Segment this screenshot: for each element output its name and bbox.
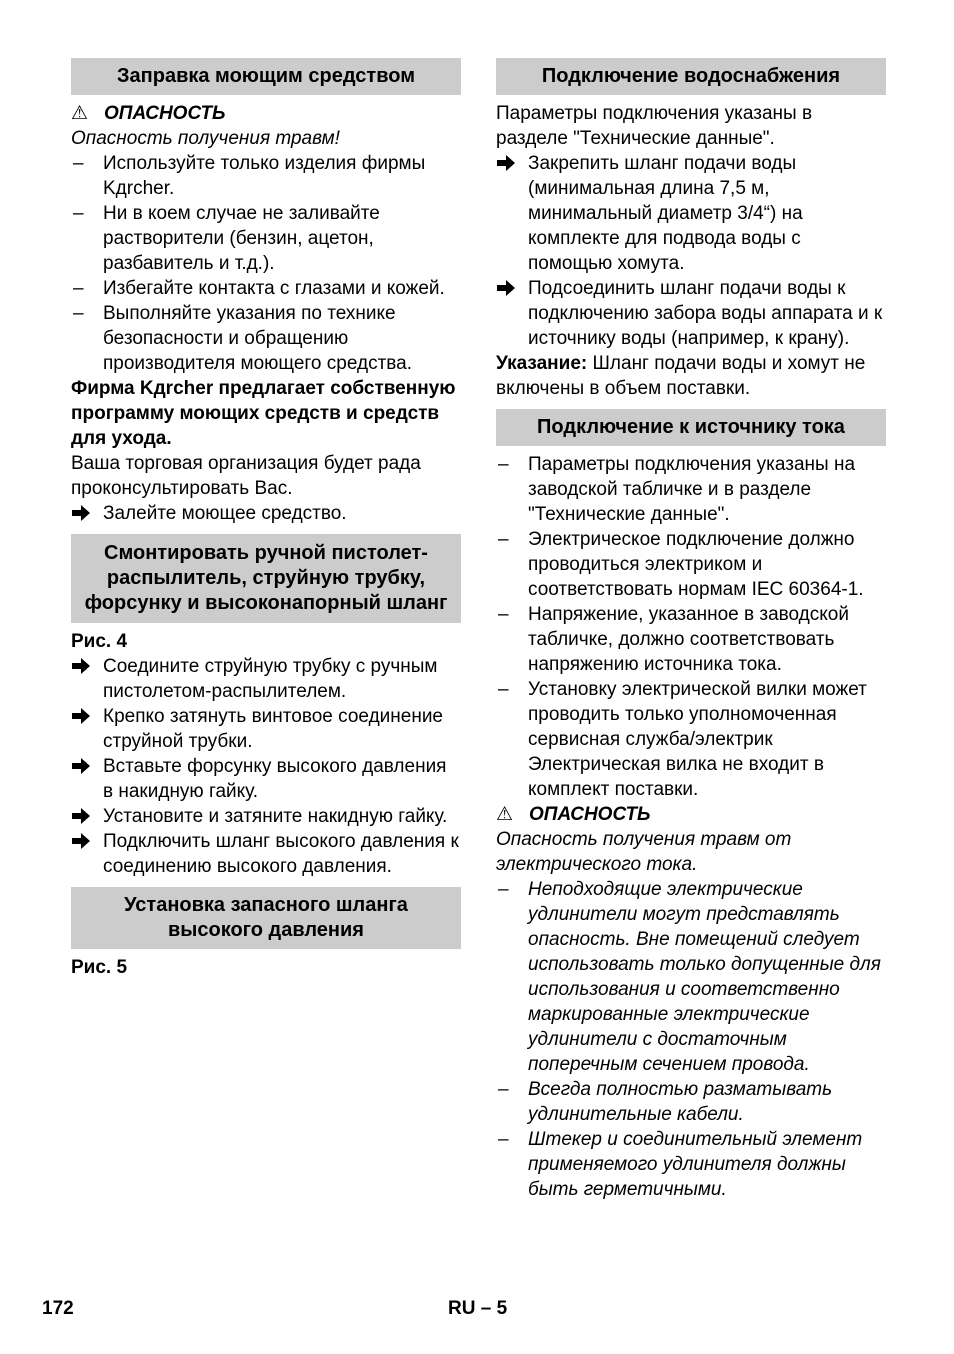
right-column — [496, 58, 886, 1202]
step-item: Крепко затянуть винтовое соединение струйной трубки. — [71, 704, 461, 754]
list-item: – Выполняйте указания по технике безопасности и обращению производителя моющего средства. — [73, 303, 413, 374]
warning-triangle-icon: ⚠ — [71, 103, 89, 124]
list-item: – Неподходящие электрические удлинители могут представлять опасность. Вне помещений следует использовать только допущенные для использования и соответственно маркированные электрические удлинители с достаточным поперечным сечением провода. — [498, 879, 881, 1075]
dash-icon: – — [498, 879, 509, 900]
section-title-detergent: Заправка моющим средством — [71, 58, 461, 95]
section-title-water-supply: Подключение водоснабжения — [496, 58, 886, 95]
dash-icon: – — [498, 679, 509, 700]
list-item: – Используйте только изделия фирмы Kдrcher. — [73, 153, 426, 199]
paragraph: Параметры подключения указаны в разделе "Технические данные". — [496, 103, 813, 149]
arrow-right-icon — [496, 151, 524, 176]
dash-icon: – — [498, 604, 509, 625]
arrow-right-icon — [71, 754, 99, 779]
section-title-power: Подключение к источнику тока — [496, 409, 886, 446]
arrow-right-icon — [496, 276, 524, 301]
step-item: Соедините струйную трубку с ручным пистолетом-распылителем. — [71, 654, 461, 704]
bold-note: Фирма Kдrcher предлагает собственную программу моющих средств и средств для ухода. — [71, 378, 456, 449]
dash-icon: – — [73, 203, 84, 224]
dash-icon: – — [498, 1129, 509, 1150]
dash-icon: – — [498, 454, 509, 475]
section-title-spare-hose: Установка запасного шланга высокого давления — [71, 887, 461, 949]
list-item: – Ни в коем случае не заливайте растворители (бензин, ацетон, разбавитель и т.д.). — [73, 203, 380, 274]
danger-text: Опасность получения травм от электрического тока. — [496, 829, 792, 875]
dash-icon: – — [498, 529, 509, 550]
dash-icon: – — [73, 303, 84, 324]
step-item: Подсоединить шланг подачи воды к подключению забора воды аппарата и к источнику воды (например, к крану). — [496, 276, 886, 351]
danger-text: Опасность получения травм! — [71, 128, 340, 149]
list-item: – Установку электрической вилки может проводить только уполномоченная сервисная служба/электрик Электрическая вилка не входит в комплект поставки. — [498, 679, 867, 800]
step-item: Установите и затяните накидную гайку. — [71, 804, 461, 829]
arrow-right-icon — [71, 829, 99, 854]
dash-icon: – — [73, 153, 84, 174]
dash-icon: – — [73, 278, 84, 299]
list-item: – Электрическое подключение должно проводиться электриком и соответствовать нормам IEC 60364-1. — [498, 529, 864, 600]
paragraph: Ваша торговая организация будет рада проконсультировать Вас. — [71, 453, 421, 499]
page-number: 172 — [42, 1298, 74, 1319]
figure-ref: Рис. 5 — [71, 957, 128, 978]
dash-icon: – — [498, 1079, 509, 1100]
figure-ref: Рис. 4 — [71, 631, 128, 652]
arrow-right-icon — [71, 804, 99, 829]
arrow-right-icon — [71, 654, 99, 679]
list-item: – Всегда полностью разматывать удлинительные кабели. — [498, 1079, 833, 1125]
list-item: – Штекер и соединительный элемент применяемого удлинителя должны быть герметичными. — [498, 1129, 863, 1200]
section-marker: RU – 5 — [448, 1298, 508, 1319]
list-item: – Напряжение, указанное в заводской табличке, должно соответствовать напряжению источника тока. — [498, 604, 849, 675]
arrow-right-icon — [71, 704, 99, 729]
section-title-assembly: Смонтировать ручной пистолет-распылитель, струйную трубку, форсунку и высоконапорный шланг — [71, 534, 461, 623]
list-item: – Параметры подключения указаны на заводской табличке и в разделе "Технические данные". — [498, 454, 856, 525]
warning-triangle-icon: ⚠ — [496, 804, 514, 825]
step-item: Вставьте форсунку высокого давления в накидную гайку. — [71, 754, 461, 804]
arrow-right-icon — [71, 501, 99, 526]
step-item: Закрепить шланг подачи воды (минимальная длина 7,5 м, минимальный диаметр 3/4“) на комплекте для подвода воды с помощью хомута. — [496, 151, 886, 276]
danger-heading: ⚠ ОПАСНОСТЬ — [496, 804, 651, 825]
danger-heading: ⚠ ОПАСНОСТЬ — [71, 103, 226, 124]
step-item: Залейте моющее средство. — [71, 501, 461, 526]
note: Указание: Шланг подачи воды и хомут не включены в объем поставки. — [496, 353, 866, 399]
step-item: Подключить шланг высокого давления к соединению высокого давления. — [71, 829, 461, 879]
list-item: – Избегайте контакта с глазами и кожей. — [73, 278, 445, 299]
left-column — [71, 58, 461, 980]
